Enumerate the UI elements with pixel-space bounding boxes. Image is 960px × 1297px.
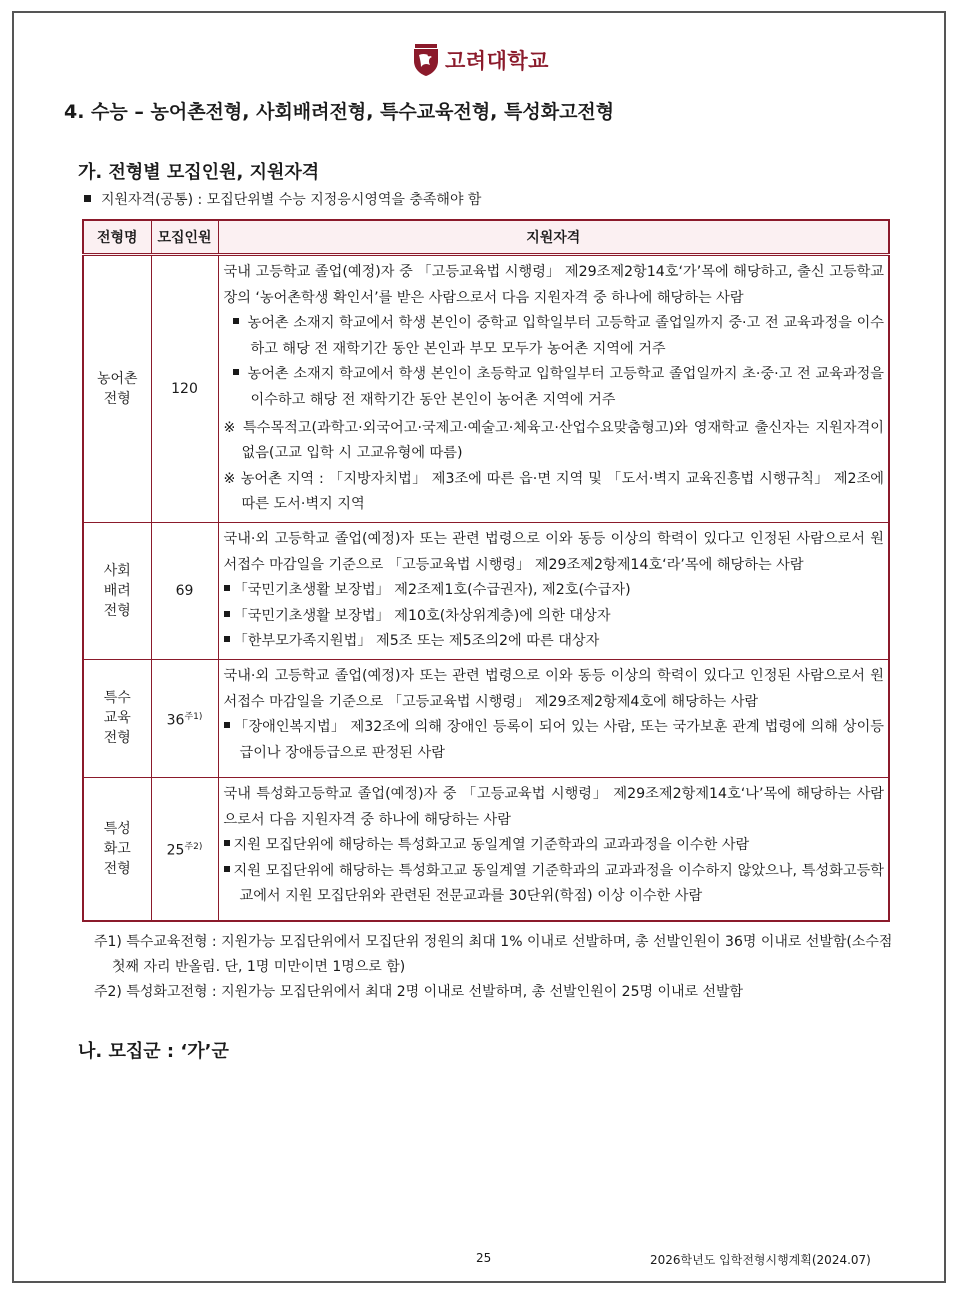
common-requirement-text: 지원자격(공통) : 모집단위별 수능 지정응시영역을 충족해야 함 <box>101 192 482 208</box>
column-header: 지원자격 <box>218 220 889 255</box>
eligibility-bullet <box>224 311 885 362</box>
bullet-text: 「국민기초생활 보장법」 제10호(차상위계층)에 의한 대상자 <box>233 607 611 624</box>
eligibility-note: ※ 특수목적고(과학고·외국어고·국제고·예술고·체육고·산업수요맞춤형고)와 영재학교 출신자는 지원자격이 없음(고교 입학 시 고교유형에 따름) <box>223 419 884 462</box>
logo-text: 고려대학교 <box>445 49 549 73</box>
eligibility-bullet <box>224 833 885 859</box>
eligibility-table <box>82 219 890 922</box>
recruit-count <box>151 522 218 659</box>
square-bullet-icon <box>233 369 239 375</box>
admission-type-name: 특수 교육 전형 <box>83 659 151 777</box>
subsection-title: 가. 전형별 모집인원, 지원자격 <box>78 162 320 183</box>
eligibility-bullet <box>224 629 885 655</box>
recruit-count <box>151 255 218 523</box>
bullet-text: 「국민기초생활 보장법」 제2조제1호(수급권자), 제2호(수급자) <box>233 582 631 599</box>
column-header: 모집인원 <box>151 220 218 255</box>
square-bullet-icon <box>233 318 239 324</box>
table-row <box>83 255 889 523</box>
bullet-text: 「장애인복지법」 제32조에 의해 장애인 등록이 되어 있는 사람, 또는 국가보훈 관계 법령에 의해 상이등급이나 장애등급으로 판정된 사람 <box>233 719 884 761</box>
admission-type-name: 특성 화고 전형 <box>83 777 151 921</box>
square-bullet-icon <box>224 611 230 617</box>
eligibility-intro: 국내 고등학교 졸업(예정)자 중 「고등교육법 시행령」 제29조제2항14호‘가’목에 해당하고, 출신 고등학교장의 ‘농어촌학생 확인서’를 받은 사람으로서 다음 지원자격 중 하나에 해당하는 사람 <box>223 264 884 306</box>
square-bullet-icon <box>224 866 230 872</box>
university-logo <box>413 43 549 77</box>
eligibility-cell <box>218 255 889 523</box>
eligibility-bullet <box>224 715 885 766</box>
document-title: 2026학년도 입학전형시행계획(2024.07) <box>650 1253 871 1267</box>
crest-icon <box>413 44 439 76</box>
square-bullet-icon <box>224 585 230 591</box>
eligibility-intro: 국내 특성화고등학교 졸업(예정)자 중 「고등교육법 시행령」 제29조제2항제14호‘나’목에 해당하는 사람으로서 다음 지원자격 중 하나에 해당하는 사람 <box>223 785 884 828</box>
bullet-text: 지원 모집단위에 해당하는 특성화고교 동일계열 기준학과의 교과과정을 이수하지 않았으나, 특성화고등학교에서 지원 모집단위와 관련된 전문교과를 30단위(학점) 이상 이수한 사람 <box>233 862 884 905</box>
recruit-count-value: 36 <box>166 712 185 729</box>
table-row <box>83 659 889 777</box>
table-row <box>83 522 889 659</box>
recruit-count-value: 120 <box>171 380 198 397</box>
admission-type-name: 사회 배려 전형 <box>83 522 151 659</box>
bullet-text: 농어촌 소재지 학교에서 학생 본인이 중학교 입학일부터 고등학교 졸업일까지 중·고 전 교육과정을 이수하고 해당 전 재학기간 동안 본인과 부모 모두가 농어촌 지역에 거주 <box>247 315 884 357</box>
eligibility-bullet <box>224 859 885 910</box>
square-bullet-icon <box>84 195 91 202</box>
table-row <box>83 777 889 921</box>
footnote-marker: 주2) <box>184 842 203 853</box>
admission-type-name: 농어촌 전형 <box>83 255 151 523</box>
eligibility-cell <box>218 522 889 659</box>
bullet-text: 농어촌 소재지 학교에서 학생 본인이 초등학교 입학일부터 고등학교 졸업일까지 초·중·고 전 교육과정을 이수하고 해당 전 재학기간 동안 본인이 농어촌 지역에 거주 <box>247 366 884 408</box>
recruit-count-value: 25 <box>166 842 185 859</box>
bullet-text: 「한부모가족지원법」 제5조 또는 제5조의2에 따른 대상자 <box>233 633 600 650</box>
footnotes <box>94 930 904 1005</box>
footnote: 주2) 특성화고전형 : 지원가능 모집단위에서 최대 2명 이내로 선발하며, 총 선발인원이 25명 이내로 선발함 <box>94 984 744 1000</box>
section-title: 4. 수능 – 농어촌전형, 사회배려전형, 특수교육전형, 특성화고전형 <box>64 101 615 123</box>
recruit-count <box>151 659 218 777</box>
table-header-row <box>83 220 889 255</box>
eligibility-intro: 국내·외 고등학교 졸업(예정)자 또는 관련 법령으로 이와 동등 이상의 학력이 있다고 인정된 사람으로서 원서접수 마감일을 기준으로 「고등교육법 시행령」 제29조제2항제4호에 해당하는 사람 <box>223 667 884 710</box>
footnote: 주1) 특수교육전형 : 지원가능 모집단위에서 모집단위 정원의 최대 1% 이내로 선발하며, 총 선발인원이 36명 이내로 선발함(소수점 첫째 자리 반올림. 단, 1명 미만이면 1명으로 함) <box>94 934 893 975</box>
recruit-group: 나. 모집군 : ‘가’군 <box>78 1041 229 1062</box>
common-requirement <box>84 189 481 209</box>
eligibility-bullet <box>224 578 885 604</box>
eligibility-bullet <box>224 604 885 630</box>
page-number: 25 <box>476 1251 492 1265</box>
column-header: 전형명 <box>83 220 151 255</box>
eligibility-cell <box>218 659 889 777</box>
square-bullet-icon <box>224 722 230 728</box>
bullet-text: 지원 모집단위에 해당하는 특성화고교 동일계열 기준학과의 교과과정을 이수한 사람 <box>233 837 750 854</box>
eligibility-cell <box>218 777 889 921</box>
eligibility-intro: 국내·외 고등학교 졸업(예정)자 또는 관련 법령으로 이와 동등 이상의 학력이 있다고 인정된 사람으로서 원서접수 마감일을 기준으로 「고등교육법 시행령」 제29조제2항제14호‘라’목에 해당하는 사람 <box>223 530 884 573</box>
square-bullet-icon <box>224 636 230 642</box>
recruit-count-value: 69 <box>175 582 194 599</box>
eligibility-note: ※ 농어촌 지역 : 「지방자치법」 제3조에 따른 읍·면 지역 및 「도서·벽지 교육진흥법 시행규칙」 제2조에 따른 도서·벽지 지역 <box>223 470 884 513</box>
square-bullet-icon <box>224 840 230 846</box>
recruit-count <box>151 777 218 921</box>
eligibility-bullet <box>224 362 885 413</box>
footnote-marker: 주1) <box>184 711 203 722</box>
